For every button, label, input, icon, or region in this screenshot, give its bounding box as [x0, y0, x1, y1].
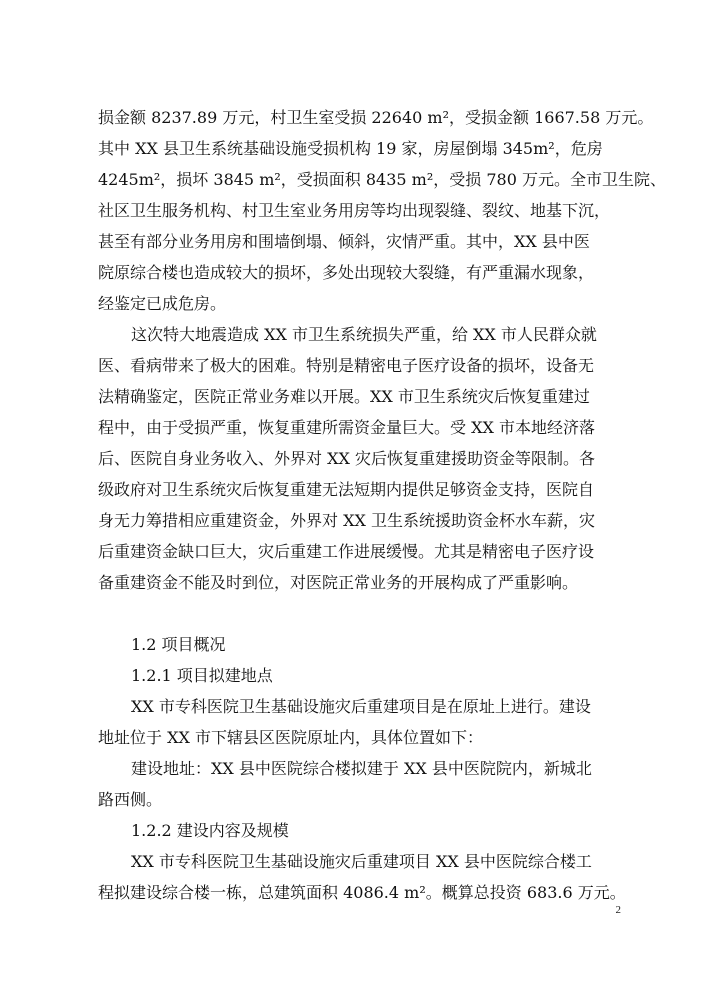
- text-line: XX 市专科医院卫生基础设施灾后重建项目是在原址上进行。建设: [131, 697, 591, 716]
- text-line: 程拟建设综合楼一栋，总建筑面积 4086.4 m²。概算总投资 683.6 万元。: [98, 883, 626, 902]
- text-line: 其中 XX 县卫生系统基础设施受损机构 19 家，房屋倒塌 345m²，危房: [98, 139, 603, 158]
- text-line: 级政府对卫生系统灾后恢复重建无法短期内提供足够资金支持，医院自: [98, 480, 595, 499]
- paragraph-damage-details: [98, 102, 666, 319]
- text-line: 院原综合楼也造成较大的损坏，多处出现较大裂缝，有严重漏水现象，: [98, 263, 595, 282]
- text-line: XX 市专科医院卫生基础设施灾后重建项目 XX 县中医院综合楼工: [131, 852, 592, 871]
- paragraph-earthquake-impact: [98, 319, 628, 598]
- text-line: 建设地址：XX 县中医院综合楼拟建于 XX 县中医院院内，新城北: [131, 759, 592, 778]
- section-heading-construction-scope: 1.2.2 建设内容及规模: [131, 821, 289, 840]
- paragraph-location: [98, 691, 628, 753]
- text-line: 备重建资金不能及时到位，对医院正常业务的开展构成了严重影响。: [98, 573, 579, 592]
- section-heading-project-location: 1.2.1 项目拟建地点: [131, 666, 273, 685]
- text-line: 甚至有部分业务用房和围墙倒塌、倾斜，灾情严重。其中，XX 县中医: [98, 232, 590, 251]
- text-line: 医、看病带来了极大的困难。特别是精密电子医疗设备的损坏，设备无: [98, 356, 595, 375]
- text-line: 法精确鉴定，医院正常业务难以开展。XX 市卫生系统灾后恢复重建过: [98, 387, 590, 406]
- text-line: 经鉴定已成危房。: [98, 294, 227, 313]
- paragraph-construction-scope: [98, 846, 628, 908]
- text-line: 身无力筹措相应重建资金，外界对 XX 卫生系统援助资金杯水车薪，灾: [98, 511, 595, 530]
- page-content: [98, 102, 666, 908]
- page-number: 2: [615, 904, 621, 916]
- text-line: 社区卫生服务机构、村卫生室业务用房等均出现裂缝、裂纹、地基下沉，: [98, 201, 611, 220]
- text-line: 路西侧。: [98, 790, 163, 809]
- text-line: 损金额 8237.89 万元，村卫生室受损 22640 m²，受损金额 1667.58 万元。: [98, 108, 654, 127]
- paragraph-construction-address: [98, 753, 628, 815]
- text-line: 地址位于 XX 市下辖县区医院原址内，具体位置如下：: [98, 728, 483, 747]
- text-line: 后、医院自身业务收入、外界对 XX 灾后恢复重建援助资金等限制。各: [98, 449, 595, 468]
- section-heading-project-overview: 1.2 项目概况: [131, 635, 226, 654]
- paragraph-gap: [98, 598, 628, 629]
- text-line: 后重建资金缺口巨大，灾后重建工作进展缓慢。尤其是精密电子医疗设: [98, 542, 595, 561]
- text-line: 程中，由于受损严重，恢复重建所需资金量巨大。受 XX 市本地经济落: [98, 418, 595, 437]
- text-line: 这次特大地震造成 XX 市卫生系统损失严重，给 XX 市人民群众就: [131, 325, 597, 344]
- text-line: 4245m²，损坏 3845 m²，受损面积 8435 m²，受损 780 万元。全市卫生院、: [98, 170, 666, 189]
